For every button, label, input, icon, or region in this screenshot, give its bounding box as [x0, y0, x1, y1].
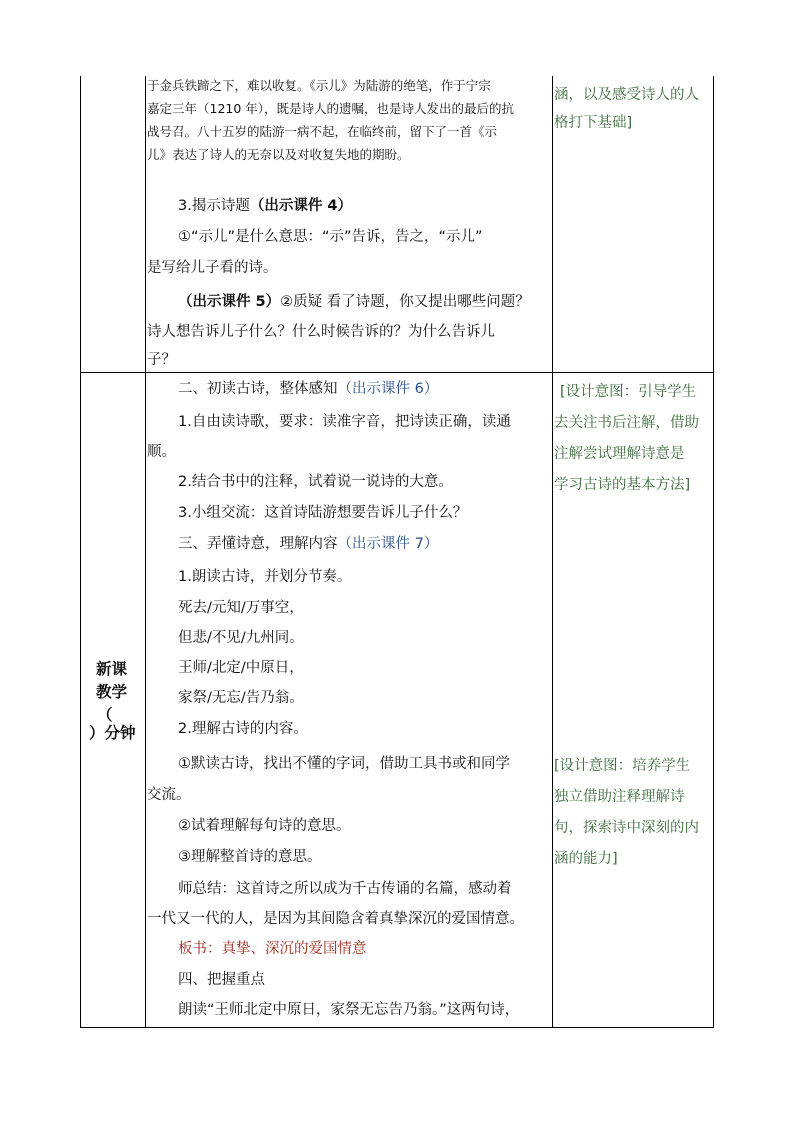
annotation-task: 2.结合书中的注释，试着说一说诗的大意。: [178, 474, 453, 490]
question-text: ②质疑 看了诗题，你又提出哪些问题？: [280, 294, 530, 310]
rhythm-task: 1.朗读古诗，并划分节奏。: [178, 569, 352, 585]
heading-first-reading: [178, 379, 438, 399]
design-note-1-line-2: 去关注书后注解，借助: [554, 415, 699, 431]
top-note-line-2: 格打下基础]: [554, 115, 633, 131]
design-note-1-line-3: 注解尝试理解诗意是: [554, 446, 685, 462]
step3-text: 3.揭示诗题: [178, 198, 250, 214]
section-label-3: （: [97, 706, 113, 724]
intro-line-4: 儿》表达了诗人的无奈以及对收复失地的期盼。: [147, 147, 410, 162]
meaning-line-2: 是写给儿子看的诗。: [147, 260, 278, 276]
intro-line-1: 于金兵铁蹄之下，难以收复。《示儿》为陆游的绝笔，作于宁宗: [147, 78, 491, 93]
design-note-2-line-3: 句，探索诗中深刻的内: [554, 820, 699, 836]
poem-line-2: 但悲/不见/九州同。: [178, 630, 304, 646]
section-label-1: 新课: [96, 660, 128, 678]
row-divider: [80, 372, 714, 373]
design-note-1-line-1: [设计意图：引导学生: [560, 384, 697, 400]
intro-line-2: 嘉定三年（1210 年），既是诗人的遗嘱，也是诗人发出的最后的抗: [147, 101, 515, 116]
design-note-2-line-4: 涵的能力]: [554, 851, 618, 867]
poem-line-3: 王师/北定/中原日，: [178, 660, 304, 676]
design-note-2-line-1: [设计意图：培养学生: [554, 758, 691, 774]
top-note-line-1: 涵，以及感受诗人的人: [554, 87, 699, 103]
reading-req-line-1: 1.自由读诗歌，要求：读准字音，把诗读正确，读通: [178, 414, 511, 430]
step3-line: [178, 196, 352, 216]
column-divider-2: [552, 76, 553, 1028]
silent-read-line-2: 交流。: [147, 787, 191, 803]
intro-line-3: 战号召。八十五岁的陆游一病不起，在临终前，留下了一首《示: [147, 124, 498, 139]
summary-line-1: 师总结：这首诗之所以成为千古传诵的名篇，感动着: [178, 881, 512, 897]
section-label-4: ）分钟: [89, 724, 136, 742]
group-task: 3.小组交流：这首诗陆游想要告诉儿子什么？: [178, 505, 468, 521]
heading-key-points: 四、把握重点: [178, 972, 265, 988]
step3-courseware-tag: （出示课件 4）: [249, 198, 352, 214]
table-right-border: [713, 76, 714, 1028]
heading-understanding: [178, 534, 438, 554]
design-note-2-line-2: 独立借助注释理解诗: [554, 789, 685, 805]
table-left-border: [80, 76, 81, 1028]
meaning-line-1: ①“示儿”是什么意思：“示”告诉，告之，“示儿”: [178, 229, 483, 245]
content-task: 2.理解古诗的内容。: [178, 721, 308, 737]
question-line-3: 子？: [147, 352, 176, 368]
blackboard-note: 板书：真挚、深沉的爱国情意: [178, 941, 367, 957]
question-line-1: [178, 292, 530, 312]
poem-line-4: 家祭/无忘/告乃翁。: [178, 690, 304, 706]
sentence-meaning-task: ②试着理解每句诗的意思。: [178, 818, 351, 834]
poem-line-1: 死去/元知/万事空，: [178, 600, 304, 616]
read-aloud-task: 朗读“王师北定中原日，家祭无忘告乃翁。”这两句诗，: [178, 1002, 520, 1018]
silent-read-line-1: ①默读古诗，找出不懂的字词，借助工具书或和同学: [178, 756, 510, 772]
section-label-2: 教学: [96, 683, 128, 701]
question-courseware-tag: （出示课件 5）: [178, 294, 281, 310]
column-divider-1: [145, 76, 146, 1028]
whole-poem-task: ③理解整首诗的意思。: [178, 849, 322, 865]
heading-first-reading-tag: （出示课件 6）: [337, 381, 439, 397]
heading-understanding-tag: （出示课件 7）: [337, 536, 439, 552]
heading-understanding-text: 三、弄懂诗意，理解内容: [178, 536, 338, 552]
summary-line-2: 一代又一代的人，是因为其间隐含着真挚深沉的爱国情意。: [147, 911, 524, 927]
design-note-1-line-4: 学习古诗的基本方法]: [554, 477, 691, 493]
table-bottom-border: [80, 1027, 714, 1028]
reading-req-line-2: 顺。: [147, 444, 176, 460]
question-line-2: 诗人想告诉儿子什么？什么时候告诉的？为什么告诉儿: [147, 324, 495, 340]
heading-first-reading-text: 二、初读古诗，整体感知: [178, 381, 338, 397]
